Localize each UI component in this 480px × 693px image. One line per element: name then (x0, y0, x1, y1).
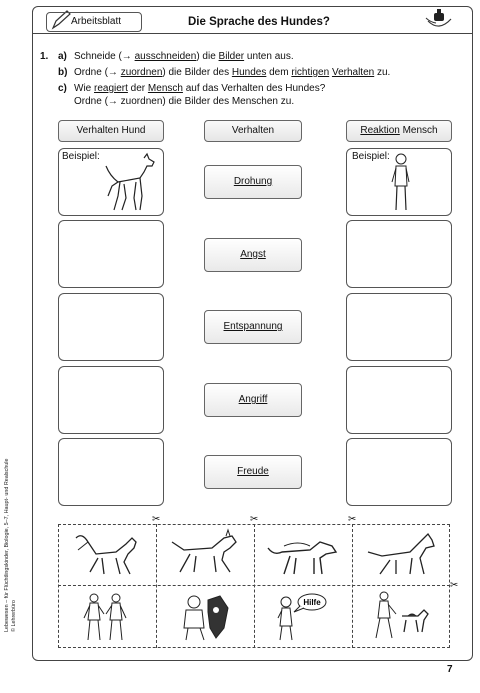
human-cell-5[interactable] (346, 438, 452, 506)
header-divider (32, 33, 473, 34)
column-header-human-reaction: Reaktion Mensch (346, 120, 452, 142)
cut-line (352, 524, 353, 648)
example-label-dog: Beispiel: (62, 151, 100, 162)
behavior-joy: Freude (204, 455, 302, 489)
task-a-label: a) (58, 51, 67, 62)
human-cutout-1[interactable] (68, 588, 148, 644)
copyright-sidebar (4, 402, 18, 632)
page-number: 7 (447, 664, 453, 675)
column-header-dog-behavior: Verhalten Hund (58, 120, 164, 142)
task-a-text: Schneide (→ ausschneiden) die Bilder unten aus. (74, 51, 294, 62)
task-c-label: c) (58, 83, 67, 94)
human-cutout-4[interactable] (362, 588, 442, 644)
behavior-relaxation: Entspannung (204, 310, 302, 344)
worksheet-badge: Arbeitsblatt (46, 12, 142, 32)
dog-cutout-4[interactable] (362, 528, 442, 582)
example-human-illustration (388, 152, 414, 214)
scissors-icon: ✂ (152, 514, 161, 525)
scissors-icon: ✂ (250, 514, 259, 525)
task-c-text: Wie reagiert der Mensch auf das Verhalten des Hundes? (74, 83, 326, 94)
dog-cutout-2[interactable] (166, 528, 246, 582)
sidebar-line-1: Lebewesen – für Flüchtlingskinder, Biologie, 5–7, Haupt- und Realschule (4, 458, 10, 632)
example-label-human: Beispiel: (352, 151, 390, 162)
dog-cell-2[interactable] (58, 220, 164, 288)
human-cutout-2[interactable] (166, 588, 246, 644)
sidebar-line-2: © Lehrerbüro (11, 600, 17, 632)
dog-cutout-1[interactable] (68, 528, 148, 582)
human-cutout-3[interactable] (264, 588, 344, 644)
scissors-icon: ✂ (450, 580, 459, 591)
cut-line (254, 524, 255, 648)
dog-cell-4[interactable] (58, 366, 164, 434)
task-b-text: Ordne (→ zuordnen) die Bilder des Hundes dem richtigen Verhalten zu. (74, 67, 391, 78)
human-cell-4[interactable] (346, 366, 452, 434)
dog-cutout-3[interactable] (264, 528, 344, 582)
page-title: Die Sprache des Hundes? (188, 16, 330, 28)
scissors-icon: ✂ (348, 514, 357, 525)
task-number: 1. (40, 51, 49, 62)
column-header-behavior: Verhalten (204, 120, 302, 142)
dog-cell-3[interactable] (58, 293, 164, 361)
cut-line (156, 524, 157, 648)
hand-bowl-icon (424, 6, 454, 32)
behavior-attack: Angriff (204, 383, 302, 417)
example-dog-illustration (100, 152, 160, 214)
cut-line (58, 585, 450, 586)
behavior-threat: Drohung (204, 165, 302, 199)
human-cell-3[interactable] (346, 293, 452, 361)
speech-bubble-text: Hilfe (303, 598, 321, 607)
human-cell-2[interactable] (346, 220, 452, 288)
task-b-label: b) (58, 67, 68, 78)
behavior-fear: Angst (204, 238, 302, 272)
dog-cell-5[interactable] (58, 438, 164, 506)
